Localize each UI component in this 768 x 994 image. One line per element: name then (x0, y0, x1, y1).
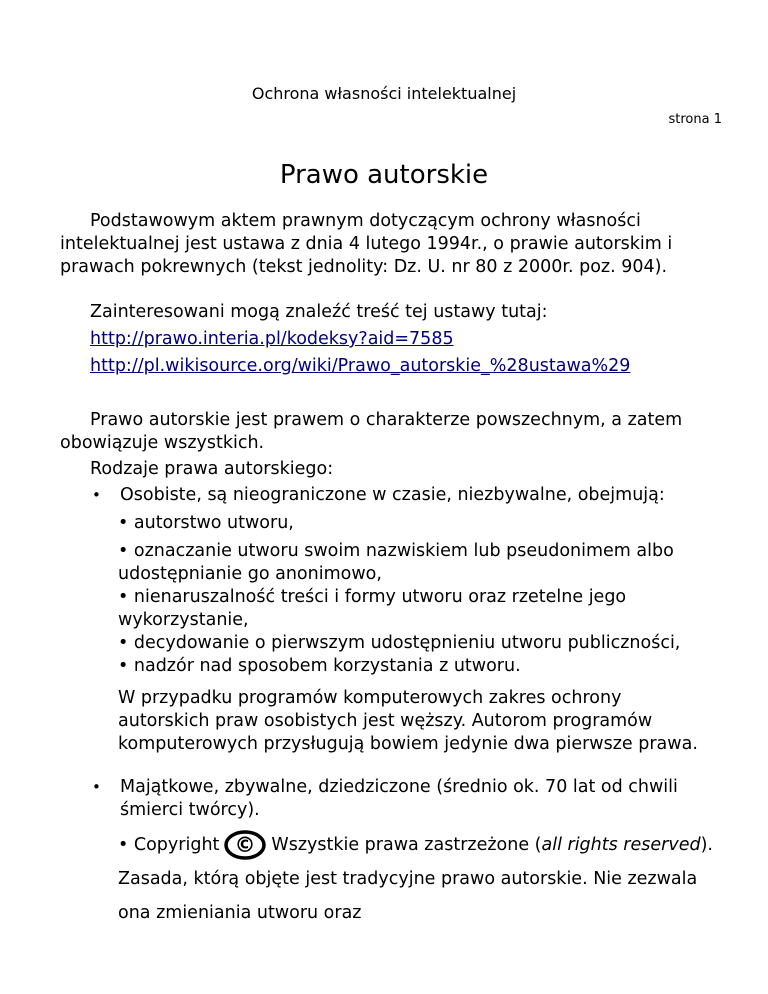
copyright-label: • Copyright (118, 835, 220, 855)
list-item: • oznaczanie utworu swoim nazwiskiem lub pseudonimem albo udostępnianie go anonimowo, (118, 541, 674, 584)
property-rights-item: Majątkowe, zbywalne, dziedziczone (średnio ok. 70 lat od chwili śmierci twórcy). (120, 777, 678, 820)
header-title: Ochrona własności intelektualnej (251, 84, 517, 103)
page-number: strona 1 (668, 112, 722, 127)
list-item: • nienaruszalność treści i formy utworu oraz rzetelne jego wykorzystanie, (118, 587, 627, 630)
general-paragraph: Prawo autorskie jest prawem o charakterze powszechnym, a zatem obowiązuje wszystkich. (60, 410, 683, 453)
bullet-personal: • (92, 486, 101, 504)
copyright-text-start: Wszystkie prawa zastrzeżone ( (271, 835, 542, 855)
personal-rights-sublist-first (118, 512, 718, 535)
copyright-symbol: © (234, 833, 256, 857)
types-heading: Rodzaje prawa autorskiego: (90, 459, 334, 479)
list-item: • autorstwo utworu, (118, 513, 294, 533)
software-note-paragraph: W przypadku programów komputerowych zakres ochrony autorskich praw osobistych jest węższy. Autorom programów komputerowych przysługują bowiem jedynie dwa pierwsze prawa. (118, 688, 698, 754)
wikisource-law-link[interactable]: http://pl.wikisource.org/wiki/Prawo_autorskie_%28ustawa%29 (90, 356, 631, 376)
interia-law-link[interactable]: http://prawo.interia.pl/kodeksy?aid=7585 (90, 329, 454, 349)
copyright-icon (223, 830, 267, 860)
document-title: Prawo autorskie (279, 160, 489, 190)
copyright-item (118, 828, 718, 930)
list-item: • decydowanie o pierwszym udostępnieniu utworu publiczności, (118, 633, 681, 653)
copyright-text-end: ). Zasada, którą objęte jest tradycyjne prawo autorskie. Nie zezwala ona zmieniania utworu oraz (118, 835, 713, 923)
law-text-note: Zainteresowani mogą znaleźć treść tej ustawy tutaj: (90, 302, 548, 322)
personal-rights-item: Osobiste, są nieograniczone w czasie, niezbywalne, obejmują: (120, 485, 665, 505)
list-item: • nadzór nad sposobem korzystania z utworu. (118, 656, 521, 676)
personal-rights-sublist (118, 540, 718, 678)
copyright-italic: all rights reserved (541, 835, 701, 855)
intro-paragraph: Podstawowym aktem prawnym dotyczącym ochrony własności intelektualnej jest ustawa z dnia 4 lutego 1994r., o prawie autorskim i prawach pokrewnych (tekst jednolity: Dz. U. nr 80 z 2000r. poz. 904). (60, 211, 673, 277)
bullet-property: • (92, 778, 101, 796)
